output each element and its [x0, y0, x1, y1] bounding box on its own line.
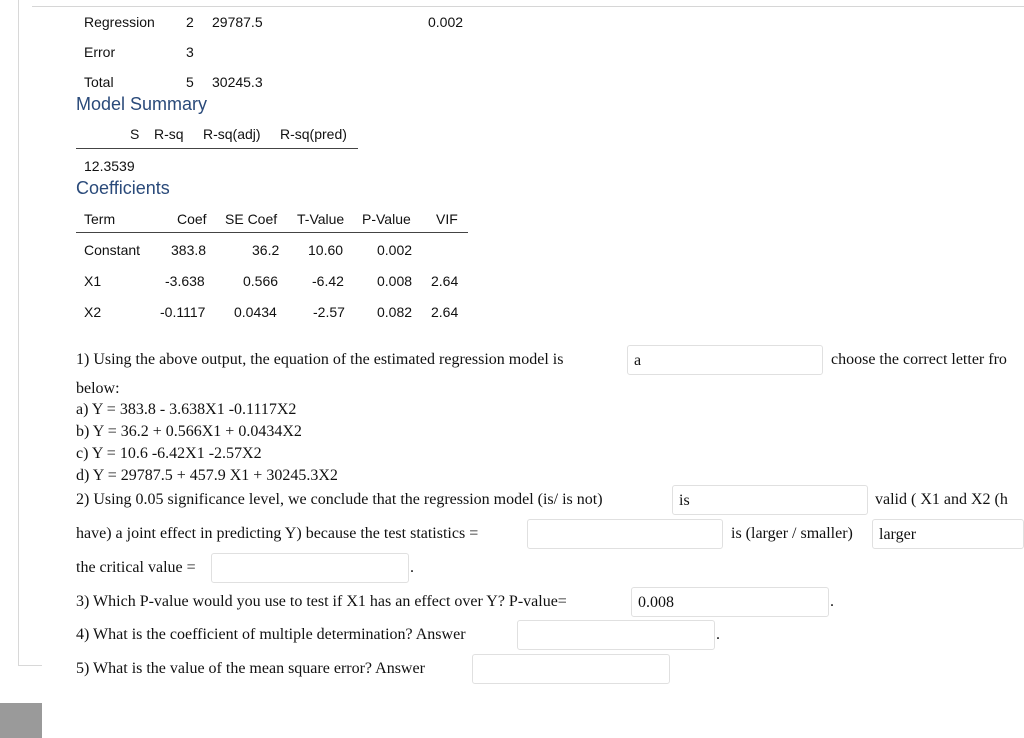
coef-vif: 2.64: [431, 273, 459, 289]
coef-vif: 2.64: [431, 304, 459, 320]
anova-ss: 30245.3: [212, 74, 263, 90]
coef-value: 383.8: [171, 242, 207, 258]
coef-header: P-Value: [362, 211, 411, 227]
coef-p: 0.008: [377, 273, 413, 289]
anova-df: 5: [186, 74, 194, 90]
coef-p: 0.082: [377, 304, 413, 320]
coef-t: -6.42: [312, 273, 344, 289]
question-1-text-line2: below:: [76, 380, 120, 397]
question-2-is-field[interactable]: is: [672, 485, 868, 515]
model-summary-header: R-sq(adj): [203, 126, 261, 142]
coef-header-rule: [76, 232, 468, 233]
coef-header: Coef: [177, 211, 207, 227]
question-2-larger-smaller-field[interactable]: larger: [872, 519, 1024, 549]
question-2-text: 2) Using 0.05 significance level, we conclude that the regression model (is/ is not): [76, 491, 603, 508]
model-summary-s-value: 12.3539: [84, 158, 135, 174]
anova-ss: 29787.5: [212, 14, 263, 30]
option-a: a) Y = 383.8 - 3.638X1 -0.1117X2: [76, 401, 297, 418]
model-summary-rule: [76, 148, 358, 149]
top-divider: [32, 6, 1024, 7]
coef-term: Constant: [84, 242, 141, 258]
question-2-text-middle: is (larger / smaller): [731, 525, 853, 542]
question-3-text: 3) Which P-value would you use to test if X1 has an effect over Y? P-value=: [76, 593, 567, 610]
left-border-tick: [18, 665, 42, 666]
option-b: b) Y = 36.2 + 0.566X1 + 0.0434X2: [76, 423, 302, 440]
model-summary-header: S: [130, 126, 140, 142]
coef-value: -3.638: [165, 273, 205, 289]
question-2-critical-value-field[interactable]: [211, 553, 409, 583]
coef-se: 0.0434: [234, 304, 277, 320]
option-c: c) Y = 10.6 -6.42X1 -2.57X2: [76, 445, 262, 462]
anova-df: 3: [186, 44, 194, 60]
coef-t: 10.60: [308, 242, 344, 258]
coef-header: SE Coef: [225, 211, 278, 227]
question-3-answer-field[interactable]: 0.008: [631, 587, 829, 617]
anova-source: Error: [84, 44, 116, 60]
coef-p: 0.002: [377, 242, 413, 258]
question-2-text-line2: have) a joint effect in predicting Y) because the test statistics =: [76, 525, 479, 542]
question-2-text-line3: the critical value =: [76, 559, 196, 576]
coef-se: 0.566: [243, 273, 279, 289]
coef-value: -0.1117: [160, 304, 206, 320]
question-4-text: 4) What is the coefficient of multiple determination? Answer: [76, 626, 466, 643]
coef-header: Term: [84, 211, 116, 227]
coefficients-title: Coefficients: [76, 178, 170, 198]
question-3-end: .: [830, 593, 834, 610]
question-1-text: 1) Using the above output, the equation of the estimated regression model is: [76, 351, 564, 368]
question-2-text-after: valid ( X1 and X2 (h: [875, 491, 1008, 508]
model-summary-title: Model Summary: [76, 94, 208, 114]
question-4-end: .: [716, 626, 720, 643]
option-d: d) Y = 29787.5 + 457.9 X1 + 30245.3X2: [76, 467, 338, 484]
question-1-answer-field[interactable]: a: [627, 345, 823, 375]
anova-df: 2: [186, 14, 194, 30]
coef-header: VIF: [436, 211, 458, 227]
left-border: [18, 0, 19, 666]
question-2-end: .: [410, 559, 414, 576]
coef-se: 36.2: [252, 242, 280, 258]
coef-term: X2: [84, 304, 102, 320]
question-2-test-statistic-field[interactable]: [527, 519, 723, 549]
question-5-answer-field[interactable]: [472, 654, 670, 684]
question-4-answer-field[interactable]: [517, 620, 715, 650]
anova-source: Regression: [84, 14, 155, 30]
coef-term: X1: [84, 273, 102, 289]
coef-t: -2.57: [313, 304, 345, 320]
sidebar-edge-block: [0, 703, 42, 738]
question-1-text-after: choose the correct letter fro: [831, 351, 1007, 368]
coef-header: T-Value: [297, 211, 345, 227]
anova-source: Total: [84, 74, 114, 90]
model-summary-header: R-sq(pred): [280, 126, 347, 142]
anova-p: 0.002: [428, 14, 464, 30]
question-5-text: 5) What is the value of the mean square error? Answer: [76, 660, 425, 677]
model-summary-header: R-sq: [154, 126, 184, 142]
